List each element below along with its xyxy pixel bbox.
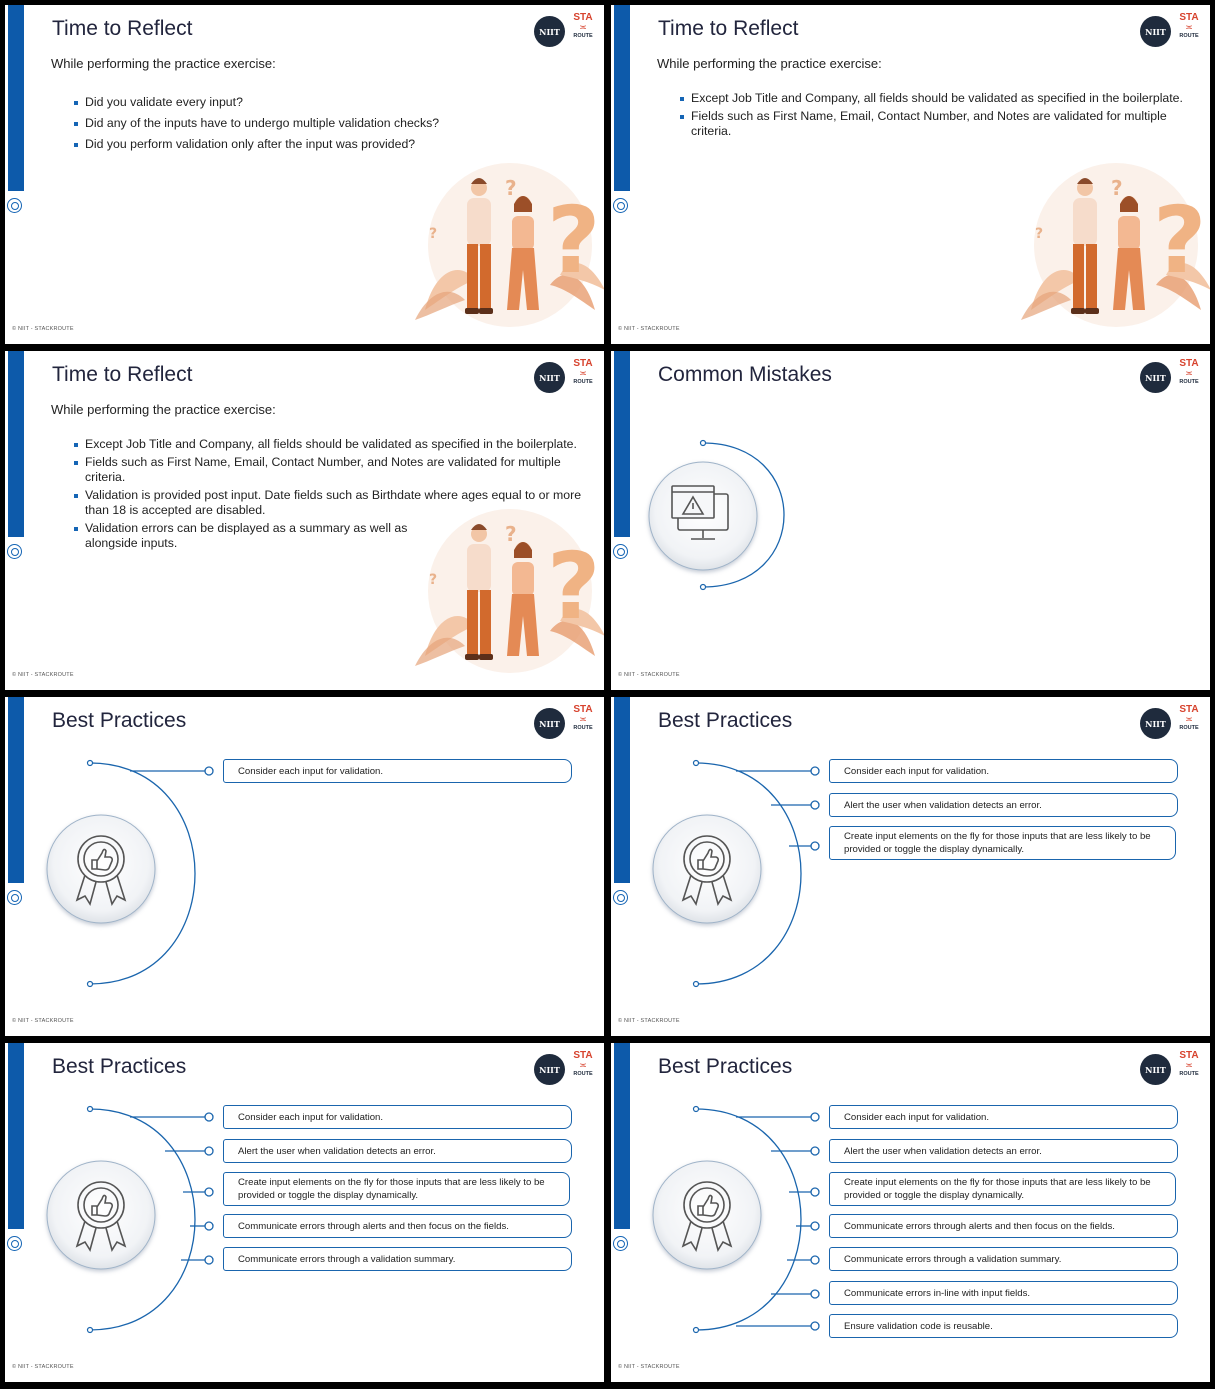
slide-2[interactable] [611,5,1210,344]
practice-item: Create input elements on the fly for those inputs that are less likely to be provided or toggle the display dynamically. [829,1172,1176,1206]
niit-logo: NIIT [1140,362,1171,393]
practices-diagram [5,697,604,1036]
slide-7[interactable] [5,1043,604,1382]
practice-item: Consider each input for validation. [223,759,572,783]
slide-1[interactable] [5,5,604,344]
slide-4[interactable] [611,351,1210,690]
footer-copyright: © NIIT - STACKROUTE [12,672,74,678]
bullet-item: Except Job Title and Company, all fields should be validated as specified in the boilerplate. [73,437,601,452]
bullet-item: Fields such as First Name, Email, Contact Number, and Notes are validated for multiple criteria. [73,455,601,485]
slide-6[interactable] [611,697,1210,1036]
footer-copyright: © NIIT - STACKROUTE [12,1018,74,1024]
bullet-list [73,437,601,551]
practice-item: Communicate errors through alerts and then focus on the fields. [829,1214,1178,1238]
thinking-people-illustration [1021,160,1210,330]
slide-subtitle: While performing the practice exercise: [51,56,276,71]
slide-title: Best Practices [658,709,793,732]
accent-bar [8,5,24,191]
bullet-item: Except Job Title and Company, all fields should be validated as specified in the boilerplate. [679,91,1204,106]
stackroute-logo: STA ≍ ROUTE [573,358,593,385]
practice-item: Communicate errors through a validation summary. [223,1247,572,1271]
bullet-item: Validation errors can be displayed as a summary as well as alongside inputs. [73,521,418,551]
footer-copyright: © NIIT - STACKROUTE [618,1364,680,1370]
niit-logo: NIIT [534,362,565,393]
thinking-people-illustration [415,160,604,330]
practice-item: Consider each input for validation. [829,1105,1178,1129]
niit-logo: NIIT [534,1054,565,1085]
bullet-list [679,91,1204,139]
footer-copyright: © NIIT - STACKROUTE [618,326,680,332]
accent-bar [614,5,630,191]
practice-item: Create input elements on the fly for those inputs that are less likely to be provided or toggle the display dynamically. [829,826,1176,860]
practice-item: Ensure validation code is reusable. [829,1314,1178,1338]
footer-copyright: © NIIT - STACKROUTE [12,326,74,332]
stackroute-logo: STA ≍ ROUTE [573,1050,593,1077]
stackroute-logo: STA ≍ ROUTE [1179,704,1199,731]
slide-title: Best Practices [52,1055,187,1078]
niit-logo: NIIT [534,708,565,739]
slide-title: Best Practices [52,709,187,732]
stackroute-logo: STA ≍ ROUTE [1179,358,1199,385]
footer-copyright: © NIIT - STACKROUTE [618,672,680,678]
slide-title: Best Practices [658,1055,793,1078]
niit-logo: NIIT [1140,1054,1171,1085]
niit-logo: NIIT [1140,16,1171,47]
ring-icon [7,544,22,559]
slide-subtitle: While performing the practice exercise: [657,56,882,71]
slide-3[interactable] [5,351,604,690]
slide-subtitle: While performing the practice exercise: [51,402,276,417]
niit-logo: NIIT [534,16,565,47]
bullet-list [73,95,553,152]
footer-copyright: © NIIT - STACKROUTE [12,1364,74,1370]
slide-5[interactable] [5,697,604,1036]
stackroute-logo: STA ≍ ROUTE [573,704,593,731]
stackroute-logo: STA ≍ ROUTE [1179,1050,1199,1077]
slide-title: Time to Reflect [658,17,799,40]
practice-item: Consider each input for validation. [829,759,1178,783]
practice-item: Communicate errors through alerts and then focus on the fields. [223,1214,572,1238]
practice-item: Alert the user when validation detects an error. [829,1139,1178,1163]
practice-item: Create input elements on the fly for those inputs that are less likely to be provided or toggle the display dynamically. [223,1172,570,1206]
practice-item: Consider each input for validation. [223,1105,572,1129]
bullet-item: Did you perform validation only after the input was provided? [73,137,553,152]
slide-title: Common Mistakes [658,363,832,386]
ring-icon [613,198,628,213]
bullet-item: Did you validate every input? [73,95,553,110]
accent-bar [8,351,24,537]
practice-item: Communicate errors through a validation summary. [829,1247,1178,1271]
mistakes-diagram [611,351,1210,690]
bullet-item: Fields such as First Name, Email, Contact Number, and Notes are validated for multiple criteria. [679,109,1204,139]
footer-copyright: © NIIT - STACKROUTE [618,1018,680,1024]
slide-title: Time to Reflect [52,363,193,386]
slide-title: Time to Reflect [52,17,193,40]
stackroute-logo: STA ≍ ROUTE [1179,12,1199,39]
practice-item: Communicate errors in-line with input fields. [829,1281,1178,1305]
bullet-item: Validation is provided post input. Date fields such as Birthdate where ages equal to or more than 18 is accepted are disabled. [73,488,601,518]
ring-icon [7,198,22,213]
practice-item: Alert the user when validation detects an error. [829,793,1178,817]
niit-logo: NIIT [1140,708,1171,739]
bullet-item: Did any of the inputs have to undergo multiple validation checks? [73,116,553,131]
practices-diagram [5,1043,604,1382]
slide-8[interactable] [611,1043,1210,1382]
practice-item: Alert the user when validation detects an error. [223,1139,572,1163]
stackroute-logo: STA ≍ ROUTE [573,12,593,39]
practices-diagram [611,697,1210,1036]
